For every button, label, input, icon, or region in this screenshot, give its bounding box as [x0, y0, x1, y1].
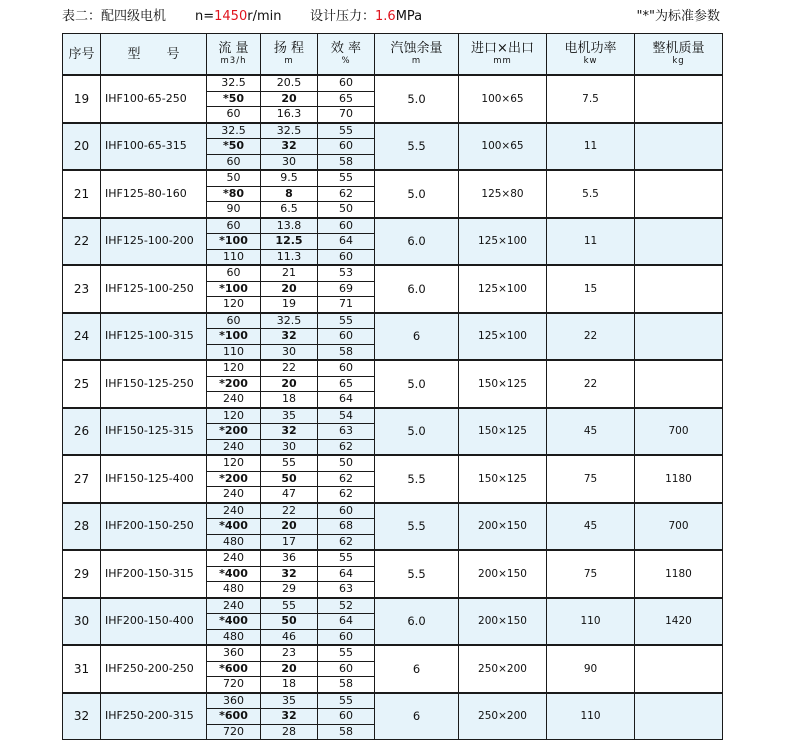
- power-cell: 7.5: [547, 75, 635, 123]
- efficiency-cell: 62: [318, 471, 375, 487]
- head-cell: 32: [261, 424, 318, 440]
- row-number: 26: [63, 408, 101, 456]
- head-cell: 22: [261, 360, 318, 376]
- model-cell: IHF250-200-315: [101, 693, 207, 740]
- model-cell: IHF150-125-250: [101, 360, 207, 408]
- efficiency-cell: 65: [318, 91, 375, 107]
- efficiency-cell: 62: [318, 439, 375, 455]
- flow-cell: 120: [207, 360, 261, 376]
- weight-cell: [635, 265, 723, 313]
- weight-cell: [635, 313, 723, 361]
- pump-row-group: [63, 455, 723, 503]
- pump-row-group: [63, 503, 723, 551]
- power-cell: 90: [547, 645, 635, 693]
- npsh-cell: 6: [375, 693, 459, 740]
- header-weight: 整机质量 kg: [635, 34, 723, 76]
- head-cell: 16.3: [261, 107, 318, 123]
- efficiency-cell: 52: [318, 598, 375, 614]
- efficiency-cell: 50: [318, 455, 375, 471]
- npsh-unit: m: [411, 56, 422, 66]
- head-cell: 35: [261, 693, 318, 709]
- model-cell: IHF100-65-250: [101, 75, 207, 123]
- header-npsh: 汽蚀余量 m: [375, 34, 459, 76]
- row-number: 30: [63, 598, 101, 646]
- flow-cell: 240: [207, 392, 261, 408]
- efficiency-cell: 60: [318, 503, 375, 519]
- efficiency-cell: 60: [318, 629, 375, 645]
- ports-cell: 150×125: [459, 408, 547, 456]
- efficiency-cell: 55: [318, 170, 375, 186]
- flow-cell: 360: [207, 645, 261, 661]
- head-cell: 32.5: [261, 313, 318, 329]
- efficiency-cell: 64: [318, 234, 375, 250]
- model-cell: IHF125-100-250: [101, 265, 207, 313]
- flow-cell: 720: [207, 724, 261, 740]
- flow-cell: 240: [207, 550, 261, 566]
- flow-cell: 240: [207, 439, 261, 455]
- npsh-cell: 5.5: [375, 503, 459, 551]
- model-cell: IHF150-125-400: [101, 455, 207, 503]
- table-row: [63, 265, 723, 281]
- efficiency-cell: 60: [318, 139, 375, 155]
- ports-cell: 150×125: [459, 455, 547, 503]
- pump-row-group: [63, 170, 723, 218]
- header-index: 序号: [63, 34, 101, 76]
- header-flow: 流 量 m3/h: [207, 34, 261, 76]
- head-cell: 30: [261, 344, 318, 360]
- pump-row-group: [63, 265, 723, 313]
- table-row: [63, 455, 723, 471]
- head-cell: 20: [261, 281, 318, 297]
- efficiency-cell: 68: [318, 519, 375, 535]
- flow-cell: 110: [207, 249, 261, 265]
- flow-cell: 32.5: [207, 123, 261, 139]
- efficiency-cell: 64: [318, 566, 375, 582]
- npsh-cell: 5.0: [375, 170, 459, 218]
- ports-cell: 200×150: [459, 503, 547, 551]
- row-number: 27: [63, 455, 101, 503]
- efficiency-cell: 60: [318, 360, 375, 376]
- efficiency-cell: 62: [318, 487, 375, 503]
- speed-prefix: n=: [195, 9, 215, 24]
- pump-row-group: [63, 123, 723, 171]
- efficiency-unit: %: [341, 56, 351, 66]
- model-cell: IHF250-200-250: [101, 645, 207, 693]
- power-cell: 22: [547, 313, 635, 361]
- row-number: 21: [63, 170, 101, 218]
- ports-cell: 100×65: [459, 75, 547, 123]
- npsh-cell: 6: [375, 645, 459, 693]
- head-cell: 20: [261, 661, 318, 677]
- efficiency-cell: 71: [318, 297, 375, 313]
- weight-cell: [635, 170, 723, 218]
- head-cell: 12.5: [261, 234, 318, 250]
- pump-row-group: [63, 550, 723, 598]
- flow-cell: 60: [207, 265, 261, 281]
- flow-cell: 480: [207, 582, 261, 598]
- table-row: [63, 645, 723, 661]
- head-cell: 22: [261, 503, 318, 519]
- design-pressure: [310, 6, 422, 28]
- head-cell: 13.8: [261, 218, 318, 234]
- head-cell: 55: [261, 598, 318, 614]
- row-number: 25: [63, 360, 101, 408]
- head-cell: 20: [261, 519, 318, 535]
- table-row: [63, 360, 723, 376]
- npsh-cell: 5.5: [375, 455, 459, 503]
- efficiency-cell: 64: [318, 392, 375, 408]
- flow-cell: *80: [207, 186, 261, 202]
- weight-cell: [635, 75, 723, 123]
- power-cell: 45: [547, 503, 635, 551]
- npsh-cell: 6.0: [375, 598, 459, 646]
- head-cell: 32: [261, 566, 318, 582]
- pressure-label: 设计压力：: [310, 9, 376, 24]
- efficiency-cell: 58: [318, 677, 375, 693]
- pump-row-group: [63, 313, 723, 361]
- power-cell: 75: [547, 455, 635, 503]
- model-cell: IHF200-150-315: [101, 550, 207, 598]
- row-number: 24: [63, 313, 101, 361]
- ports-cell: 125×100: [459, 265, 547, 313]
- efficiency-cell: 63: [318, 424, 375, 440]
- npsh-cell: 5.5: [375, 123, 459, 171]
- head-cell: 29: [261, 582, 318, 598]
- standard-note: "*"为标准参数: [636, 9, 720, 24]
- flow-cell: *600: [207, 661, 261, 677]
- flow-cell: 32.5: [207, 75, 261, 91]
- flow-cell: 60: [207, 154, 261, 170]
- weight-unit: kg: [672, 56, 685, 66]
- efficiency-cell: 58: [318, 344, 375, 360]
- head-cell: 11.3: [261, 249, 318, 265]
- flow-cell: 720: [207, 677, 261, 693]
- weight-cell: [635, 218, 723, 266]
- head-cell: 30: [261, 439, 318, 455]
- table-caption: [62, 6, 722, 28]
- weight-cell: 1180: [635, 550, 723, 598]
- head-cell: 30: [261, 154, 318, 170]
- ports-cell: 200×150: [459, 598, 547, 646]
- model-cell: IHF125-100-200: [101, 218, 207, 266]
- efficiency-cell: 60: [318, 218, 375, 234]
- model-cell: IHF200-150-400: [101, 598, 207, 646]
- efficiency-cell: 60: [318, 709, 375, 725]
- flow-cell: 120: [207, 297, 261, 313]
- efficiency-cell: 53: [318, 265, 375, 281]
- ports-unit: mm: [493, 56, 512, 66]
- flow-unit: m3/h: [220, 56, 247, 66]
- efficiency-cell: 60: [318, 75, 375, 91]
- head-cell: 21: [261, 265, 318, 281]
- flow-cell: 240: [207, 598, 261, 614]
- head-cell: 32: [261, 139, 318, 155]
- pump-row-group: [63, 408, 723, 456]
- head-cell: 32: [261, 709, 318, 725]
- weight-cell: 700: [635, 408, 723, 456]
- row-number: 28: [63, 503, 101, 551]
- efficiency-cell: 58: [318, 724, 375, 740]
- header-efficiency: 效 率 %: [318, 34, 375, 76]
- efficiency-cell: 54: [318, 408, 375, 424]
- efficiency-cell: 60: [318, 661, 375, 677]
- flow-cell: 120: [207, 408, 261, 424]
- flow-cell: 60: [207, 218, 261, 234]
- efficiency-cell: 64: [318, 614, 375, 630]
- weight-cell: [635, 123, 723, 171]
- efficiency-cell: 55: [318, 313, 375, 329]
- weight-cell: [635, 360, 723, 408]
- power-cell: 110: [547, 693, 635, 740]
- flow-cell: *200: [207, 424, 261, 440]
- table-row: [63, 408, 723, 424]
- row-number: 31: [63, 645, 101, 693]
- head-cell: 32: [261, 329, 318, 345]
- npsh-cell: 5.0: [375, 360, 459, 408]
- head-cell: 20.5: [261, 75, 318, 91]
- weight-cell: 700: [635, 503, 723, 551]
- flow-cell: 120: [207, 455, 261, 471]
- npsh-cell: 5.5: [375, 550, 459, 598]
- head-cell: 18: [261, 677, 318, 693]
- efficiency-cell: 69: [318, 281, 375, 297]
- pump-row-group: [63, 693, 723, 740]
- pump-spec-table: [62, 33, 723, 740]
- head-cell: 19: [261, 297, 318, 313]
- table-row: [63, 123, 723, 139]
- ports-cell: 150×125: [459, 360, 547, 408]
- ports-cell: 125×100: [459, 218, 547, 266]
- flow-cell: 240: [207, 487, 261, 503]
- table-row: [63, 598, 723, 614]
- table-row: [63, 218, 723, 234]
- weight-cell: [635, 645, 723, 693]
- table-label: 表二：配四级电机: [62, 9, 167, 24]
- head-cell: 20: [261, 91, 318, 107]
- head-cell: 20: [261, 376, 318, 392]
- power-cell: 45: [547, 408, 635, 456]
- power-cell: 11: [547, 123, 635, 171]
- ports-cell: 250×200: [459, 645, 547, 693]
- head-cell: 36: [261, 550, 318, 566]
- row-number: 20: [63, 123, 101, 171]
- flow-cell: 110: [207, 344, 261, 360]
- table-row: [63, 75, 723, 91]
- power-cell: 22: [547, 360, 635, 408]
- speed-value: 1450: [214, 9, 248, 24]
- efficiency-cell: 55: [318, 123, 375, 139]
- power-cell: 110: [547, 598, 635, 646]
- header-head: 扬 程 m: [261, 34, 318, 76]
- npsh-cell: 5.0: [375, 75, 459, 123]
- flow-cell: 480: [207, 534, 261, 550]
- efficiency-cell: 55: [318, 645, 375, 661]
- flow-cell: *100: [207, 329, 261, 345]
- model-cell: IHF125-100-315: [101, 313, 207, 361]
- table-header: [63, 34, 723, 76]
- pressure-value: 1.6: [375, 9, 396, 24]
- ports-cell: 250×200: [459, 693, 547, 740]
- flow-cell: *100: [207, 281, 261, 297]
- efficiency-cell: 70: [318, 107, 375, 123]
- row-number: 29: [63, 550, 101, 598]
- npsh-cell: 6.0: [375, 265, 459, 313]
- speed-unit: r/min: [247, 9, 282, 24]
- efficiency-cell: 55: [318, 693, 375, 709]
- row-number: 32: [63, 693, 101, 740]
- efficiency-cell: 62: [318, 534, 375, 550]
- flow-cell: *600: [207, 709, 261, 725]
- pressure-unit: MPa: [395, 9, 423, 24]
- pump-row-group: [63, 598, 723, 646]
- pump-row-group: [63, 218, 723, 266]
- row-number: 19: [63, 75, 101, 123]
- head-unit: m: [284, 56, 294, 66]
- flow-cell: 480: [207, 629, 261, 645]
- flow-cell: 50: [207, 170, 261, 186]
- flow-cell: *100: [207, 234, 261, 250]
- npsh-cell: 6.0: [375, 218, 459, 266]
- head-cell: 47: [261, 487, 318, 503]
- flow-cell: *400: [207, 566, 261, 582]
- head-cell: 32.5: [261, 123, 318, 139]
- head-cell: 8: [261, 186, 318, 202]
- efficiency-cell: 60: [318, 249, 375, 265]
- efficiency-cell: 60: [318, 329, 375, 345]
- efficiency-cell: 62: [318, 186, 375, 202]
- head-cell: 17: [261, 534, 318, 550]
- header-model: 型 号: [101, 34, 207, 76]
- pump-row-group: [63, 360, 723, 408]
- flow-cell: 90: [207, 202, 261, 218]
- flow-cell: *200: [207, 471, 261, 487]
- head-cell: 23: [261, 645, 318, 661]
- row-number: 23: [63, 265, 101, 313]
- power-cell: 11: [547, 218, 635, 266]
- table-row: [63, 170, 723, 186]
- flow-cell: 60: [207, 313, 261, 329]
- head-cell: 50: [261, 471, 318, 487]
- head-cell: 18: [261, 392, 318, 408]
- model-cell: IHF125-80-160: [101, 170, 207, 218]
- efficiency-cell: 55: [318, 550, 375, 566]
- head-cell: 28: [261, 724, 318, 740]
- pump-row-group: [63, 75, 723, 123]
- header-ports: 进口×出口 mm: [459, 34, 547, 76]
- flow-cell: 360: [207, 693, 261, 709]
- flow-cell: *400: [207, 519, 261, 535]
- flow-cell: 240: [207, 503, 261, 519]
- pump-row-group: [63, 645, 723, 693]
- flow-cell: 60: [207, 107, 261, 123]
- flow-cell: *400: [207, 614, 261, 630]
- ports-cell: 125×80: [459, 170, 547, 218]
- efficiency-cell: 63: [318, 582, 375, 598]
- table-row: [63, 550, 723, 566]
- model-cell: IHF100-65-315: [101, 123, 207, 171]
- table-row: [63, 503, 723, 519]
- ports-cell: 100×65: [459, 123, 547, 171]
- weight-cell: [635, 693, 723, 740]
- flow-cell: *50: [207, 91, 261, 107]
- model-cell: IHF200-150-250: [101, 503, 207, 551]
- efficiency-cell: 65: [318, 376, 375, 392]
- head-cell: 9.5: [261, 170, 318, 186]
- head-cell: 6.5: [261, 202, 318, 218]
- head-cell: 55: [261, 455, 318, 471]
- npsh-cell: 5.0: [375, 408, 459, 456]
- weight-cell: 1420: [635, 598, 723, 646]
- head-cell: 46: [261, 629, 318, 645]
- header-power: 电机功率 kw: [547, 34, 635, 76]
- power-cell: 5.5: [547, 170, 635, 218]
- ports-cell: 200×150: [459, 550, 547, 598]
- flow-cell: *200: [207, 376, 261, 392]
- ports-cell: 125×100: [459, 313, 547, 361]
- power-cell: 75: [547, 550, 635, 598]
- weight-cell: 1180: [635, 455, 723, 503]
- power-unit: kw: [583, 56, 598, 66]
- power-cell: 15: [547, 265, 635, 313]
- efficiency-cell: 50: [318, 202, 375, 218]
- flow-cell: *50: [207, 139, 261, 155]
- efficiency-cell: 58: [318, 154, 375, 170]
- row-number: 22: [63, 218, 101, 266]
- motor-speed: [195, 6, 281, 28]
- npsh-cell: 6: [375, 313, 459, 361]
- table-row: [63, 313, 723, 329]
- head-cell: 50: [261, 614, 318, 630]
- head-cell: 35: [261, 408, 318, 424]
- table-row: [63, 693, 723, 709]
- model-cell: IHF150-125-315: [101, 408, 207, 456]
